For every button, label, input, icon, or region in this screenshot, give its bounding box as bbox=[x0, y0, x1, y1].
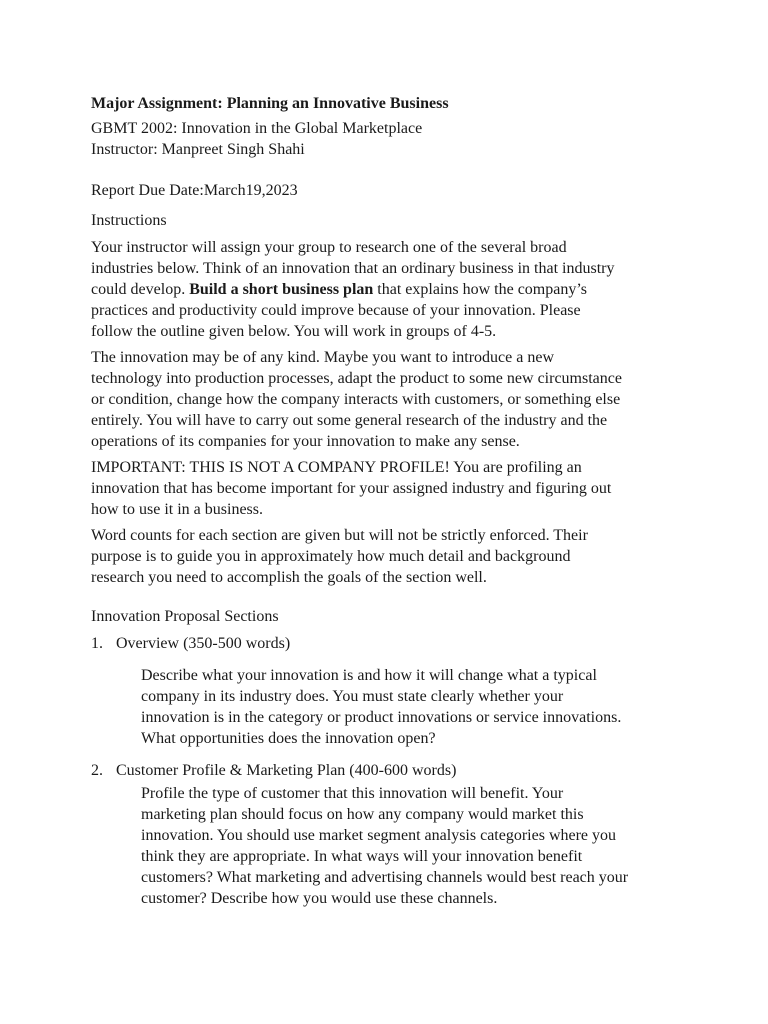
paragraph-line: how to use it in a business. bbox=[91, 501, 263, 518]
paragraph-line: purpose is to guide you in approximately how much detail and background bbox=[91, 548, 571, 565]
course-name: GBMT 2002: Innovation in the Global Marketplace bbox=[91, 120, 423, 137]
paragraph-line: practices and productivity could improve because of your innovation. Please bbox=[91, 302, 581, 319]
paragraph-text: that explains how the company’s bbox=[373, 281, 588, 298]
paragraph-line: research you need to accomplish the goals of the section well. bbox=[91, 569, 487, 586]
paragraph-line: innovation that has become important for your assigned industry and figuring out bbox=[91, 480, 612, 497]
instructor-name: Instructor: Manpreet Singh Shahi bbox=[91, 141, 305, 158]
paragraph-line: Your instructor will assign your group to research one of the several broad bbox=[91, 239, 567, 256]
paragraph-line: The innovation may be of any kind. Maybe you want to introduce a new bbox=[91, 349, 554, 366]
description-line: Profile the type of customer that this innovation will benefit. Your bbox=[141, 785, 564, 802]
list-number: 1. bbox=[91, 635, 103, 652]
description-line: innovation is in the category or product innovations or service innovations. bbox=[141, 709, 622, 726]
description-line: marketing plan should focus on how any company would market this bbox=[141, 806, 584, 823]
section-title: Overview (350-500 words) bbox=[116, 635, 291, 652]
important-notice bbox=[91, 457, 691, 520]
document-title: Major Assignment: Planning an Innovative Business bbox=[91, 95, 449, 112]
paragraph-line: IMPORTANT: THIS IS NOT A COMPANY PROFILE! You are profiling an bbox=[91, 459, 582, 476]
section-item-customer-profile bbox=[91, 760, 691, 909]
instructions-paragraph-2 bbox=[91, 347, 691, 452]
description-line: What opportunities does the innovation open? bbox=[141, 730, 436, 747]
bold-emphasis: Build a short business plan bbox=[189, 281, 374, 298]
paragraph-line: industries below. Think of an innovation that an ordinary business in that industry bbox=[91, 260, 615, 277]
description-line: customers? What marketing and advertising channels would best reach your bbox=[141, 869, 629, 886]
section-description bbox=[141, 665, 691, 749]
instructions-paragraph-1 bbox=[91, 237, 691, 342]
paragraph-line: technology into production processes, adapt the product to some new circumstance bbox=[91, 370, 622, 387]
paragraph-line bbox=[91, 279, 691, 300]
paragraph-text: could develop. bbox=[91, 281, 190, 298]
description-line: customer? Describe how you would use these channels. bbox=[141, 890, 498, 907]
paragraph-line: entirely. You will have to carry out some general research of the industry and the bbox=[91, 412, 608, 429]
due-date: Report Due Date:March19,2023 bbox=[91, 182, 298, 199]
description-line: Describe what your innovation is and how it will change what a typical bbox=[141, 667, 597, 684]
word-count-paragraph bbox=[91, 525, 691, 588]
section-description bbox=[141, 783, 691, 909]
paragraph-line: operations of its companies for your innovation to make any sense. bbox=[91, 433, 520, 450]
description-line: company in its industry does. You must state clearly whether your bbox=[141, 688, 564, 705]
paragraph-line: Word counts for each section are given but will not be strictly enforced. Their bbox=[91, 527, 588, 544]
description-line: innovation. You should use market segment analysis categories where you bbox=[141, 827, 617, 844]
paragraph-line: follow the outline given below. You will work in groups of 4-5. bbox=[91, 323, 497, 340]
paragraph-line: or condition, change how the company interacts with customers, or something else bbox=[91, 391, 621, 408]
sections-heading: Innovation Proposal Sections bbox=[91, 608, 279, 625]
section-item-overview bbox=[91, 633, 691, 749]
section-title: Customer Profile & Marketing Plan (400-600 words) bbox=[116, 762, 457, 779]
list-number: 2. bbox=[91, 762, 103, 779]
description-line: think they are appropriate. In what ways will your innovation benefit bbox=[141, 848, 583, 865]
document-page bbox=[91, 93, 691, 917]
instructions-heading: Instructions bbox=[91, 212, 167, 229]
